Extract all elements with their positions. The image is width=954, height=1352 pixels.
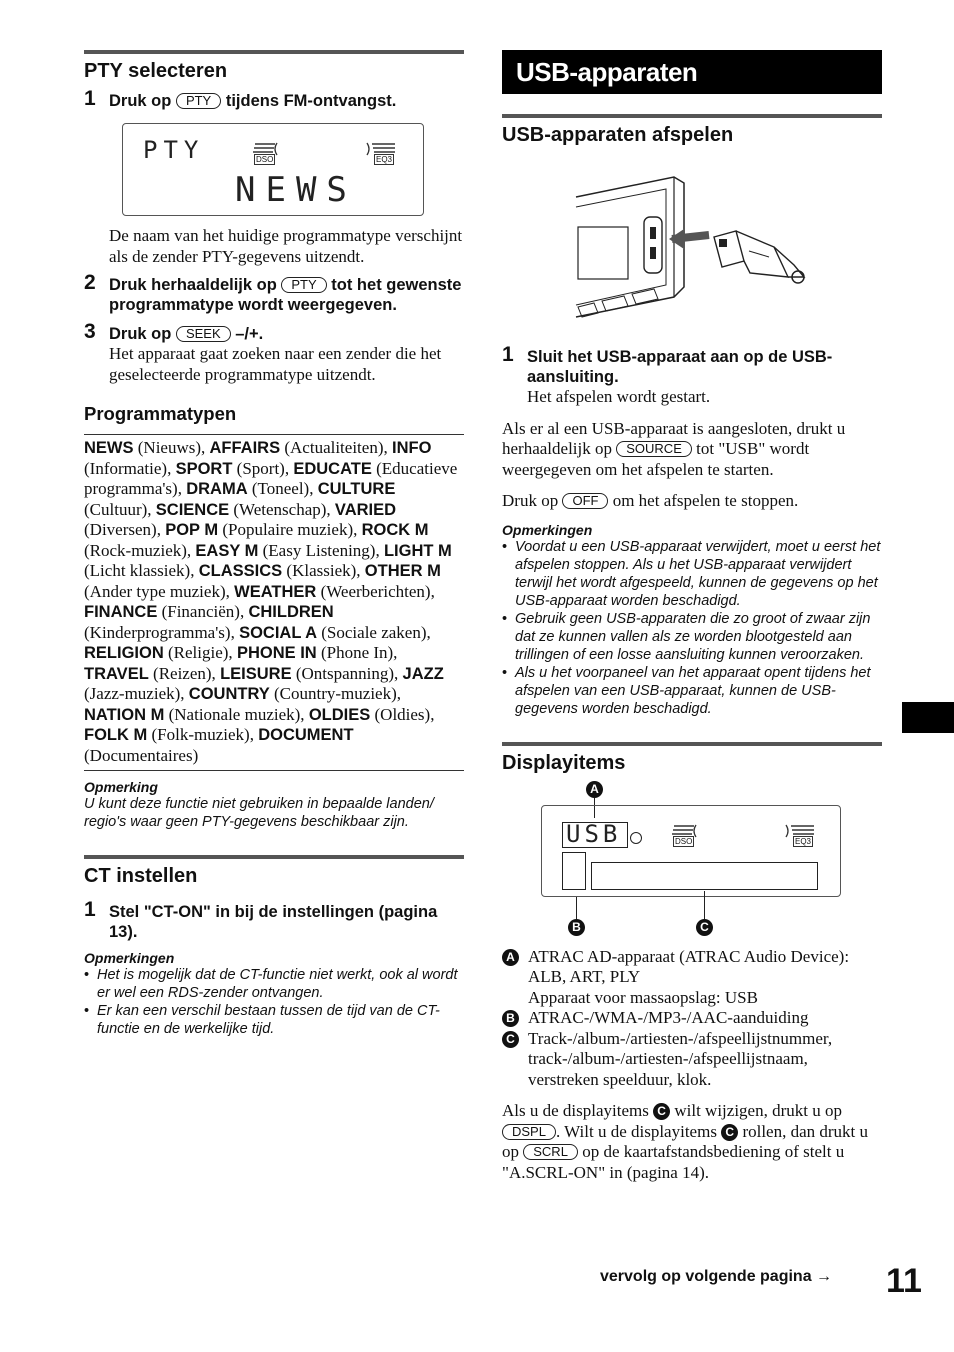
program-type-description: (Licht klassiek), [84,561,195,580]
step-desc: Het afspelen wordt gestart. [527,387,711,406]
program-type-description: (Ander type muziek), [84,581,230,601]
lcd-pty-label: PTY [143,136,205,164]
callout-a: A [586,781,603,798]
program-type-description: (Country-muziek), [274,684,402,703]
ct-title: CT instellen [84,865,198,887]
source-key: SOURCE [616,441,692,457]
pty-lcd-display [122,123,424,216]
ct-notes-list [84,966,464,1038]
program-type-keyword: NATION M [84,705,165,724]
program-type-keyword: COUNTRY [188,685,270,703]
usb-step-1 [502,343,882,408]
callout-line [576,897,577,921]
paragraph-text: tot "USB" wordt weergegeven om het afspelen te starten. [502,439,810,479]
note-item: • Gebruik geen USB-apparaten die zo groot of zwaar zijn dat ze kunnen vallen als ze worden blootgesteld aan trillingen of een losse aansluiting kunnen veroorzaken. [502,610,882,664]
dso-label: DSO [256,155,274,164]
item-text: Track-/album-/artiesten-/afspeellijstnummer, track-/album-/artiesten-/afspeellijstnaam, verstreken speelduur, klok. [528,1028,833,1089]
displayitems-title: Displayitems [502,751,626,774]
program-type-description: (Rock-muziek), [84,540,192,560]
dso-label: DSO [675,836,693,846]
programmatypen-title: Programmatypen [84,403,237,424]
program-type-description: (Wetenschap), [233,499,331,519]
usb-play-title: USB-apparaten afspelen [502,124,734,146]
program-type-keyword: TRAVEL [84,664,149,683]
notes-title: Opmerkingen [84,950,175,966]
step-number: 1 [84,898,96,921]
right-column [502,50,882,1183]
callout-a: A [502,949,519,966]
program-type-keyword: EASY M [195,541,259,560]
paragraph-text: om het afspelen te stoppen. [612,491,799,510]
program-type-description: (Actualiteiten), [284,438,388,457]
usb-paragraph-source [502,419,882,481]
display-items-list [502,947,882,1091]
usb-plug-icon [574,167,814,333]
program-type-keyword: NEWS [84,439,134,457]
lcd-dso-indicator [670,824,700,846]
step-text: –/+. [235,325,264,343]
section-rule [502,742,882,746]
program-type-description: (Kinderprogramma's), [84,622,235,642]
program-type-keyword: FINANCE [84,603,158,621]
display-diagram [502,781,882,941]
step-number: 1 [84,87,96,110]
program-type-description: (Sport), [236,458,290,478]
lcd-dso-indicator [251,142,281,164]
pty-step-1 [84,87,464,111]
program-type-description: (Religie), [168,643,233,662]
note-item: • Het is mogelijk dat de CT-functie niet werkt, ook al wordt er wel een RDS-zender ontvangen. [84,966,464,1002]
paragraph-text: Als er al een USB-apparaat is aangesloten, drukt u herhaaldelijk op [502,418,846,458]
continued-label: vervolg op volgende pagina → [600,1268,833,1285]
program-type-keyword: SPORT [175,459,233,478]
display-item-a [502,947,882,1009]
program-type-keyword: OTHER M [364,562,441,580]
lcd-eq3-indicator [784,824,816,846]
seek-key: SEEK [176,326,231,342]
lcd-text-field [591,862,818,890]
program-type-description: (Toneel), [251,479,314,498]
program-type-description: (Documentaires) [84,745,199,765]
paragraph-text: op de kaartafstandsbediening of stelt u "A.SCRL-ON" in (pagina 14). [502,1142,845,1182]
lcd-usb-field [562,819,628,848]
section-rule [84,770,464,771]
note-item: • Er kan een verschil bestaan tussen de tijd van de CT-functie en de werkelijke tijd. [84,1002,464,1038]
program-type-description: (Cultuur), [84,499,152,519]
paragraph-text: Als u de displayitems [502,1101,649,1120]
pty-step-3-desc: Het apparaat gaat zoeken naar een zender die het geselecteerde programmatype uitzendt. [109,344,442,384]
paragraph-text: . Wilt u de displayitems [555,1121,717,1141]
program-type-keyword: CLASSICS [198,562,283,580]
note-title: Opmerking [84,779,158,795]
eq3-label: EQ3 [795,836,812,846]
program-type-keyword: DRAMA [186,480,248,498]
usb-paragraph-off [502,491,882,512]
program-type-keyword: FOLK M [84,726,148,744]
display-item-c [502,1029,882,1091]
program-type-keyword: RELIGION [84,644,164,662]
program-type-description: (Jazz-muziek), [84,684,185,703]
program-type-keyword: WEATHER [234,582,317,601]
callout-c: C [696,919,713,936]
lcd-codec-field [562,852,586,890]
scrl-key: SCRL [523,1144,578,1160]
program-type-description: (Educatieve programma's), [84,458,458,498]
thumb-index-tab [902,702,954,733]
pty-step-1-desc: De naam van het huidige programmatype verschijnt als de zender PTY-gegevens uitzendt. [109,226,463,266]
usb-lcd-display [541,805,841,897]
eq3-label: EQ3 [376,155,393,164]
display-item-b [502,1008,882,1029]
lcd-news-text: NEWS [235,170,357,210]
program-type-description: (Ontspanning), [295,663,399,683]
item-text: ATRAC AD-apparaat (ATRAC Audio Device): ALB, ART, PLY [528,946,850,986]
pty-key: PTY [281,277,326,293]
note-item: • Voordat u een USB-apparaat verwijdert, moet u eerst het afspelen stoppen. Als u het USB-apparaat verwijdert terwijl het wordt afgespeeld, kunnen de gegevens op het USB-apparaat worden beschadigd. [502,538,882,610]
program-type-description: (Financiën), [161,602,245,621]
step-text: Druk op [109,92,172,110]
paragraph-text: Druk op [502,491,559,510]
off-key: OFF [562,493,608,509]
callout-line [704,891,705,921]
program-type-description: (Informatie), [84,458,172,478]
program-type-description: (Nieuws), [137,438,206,457]
program-type-keyword: LIGHT M [383,541,452,560]
pty-step-2 [84,271,464,315]
section-rule [84,855,464,859]
program-type-description: (Populaire muziek), [222,520,358,539]
step-number: 3 [84,320,96,343]
program-type-keyword: CULTURE [317,480,396,498]
program-type-description: (Easy Listening), [262,540,380,560]
program-type-keyword: VARIED [334,500,397,519]
item-text: ATRAC-/WMA-/MP3-/AAC-aanduiding [528,1008,809,1027]
programmatypen-list [84,438,464,766]
step-number: 2 [84,271,96,294]
program-type-description: (Diversen), [84,520,161,539]
callout-c: C [502,1031,519,1048]
program-type-keyword: DOCUMENT [258,726,354,744]
notes-title: Opmerkingen [502,521,593,538]
step-text: Stel "CT-ON" in bij de instellingen (pagina 13). [109,903,438,941]
usb-connect-illustration [574,167,814,333]
page-number: 11 [886,1262,922,1300]
item-text: Apparaat voor massaopslag: USB [528,987,758,1007]
step-text: Sluit het USB-apparaat aan op de USB-aansluiting. [527,348,833,386]
callout-b: B [568,919,585,936]
note-item: • Als u het voorpaneel van het apparaat opent tijdens het afspelen van een USB-apparaat, kunnen de USB-gegevens worden beschadigd. [502,664,882,718]
section-rule [502,114,882,118]
step-number: 1 [502,343,514,366]
usb-notes-list [502,538,882,718]
program-type-keyword: POP M [165,521,219,539]
program-type-description: (Reizen), [153,663,216,683]
lcd-eq3-indicator [365,142,397,164]
paragraph-text: wilt wijzigen, drukt u op [674,1101,842,1120]
program-type-keyword: AFFAIRS [209,439,281,457]
program-type-description: (Weerberichten), [320,581,435,601]
usb-banner: USB-apparaten [502,50,882,94]
display-paragraph [502,1101,882,1183]
pty-step-3 [84,320,464,385]
program-type-keyword: OLDIES [308,705,371,724]
step-text: Druk op [109,325,172,343]
program-type-keyword: EDUCATE [293,459,372,478]
paragraph-text: rollen, dan drukt u op [502,1121,869,1161]
callout-b: B [502,1010,519,1027]
program-type-keyword: CHILDREN [248,603,334,621]
section-rule [84,434,464,435]
program-type-description: (Folk-muziek), [151,725,254,744]
program-type-description: (Phone In), [320,643,398,662]
pty-key: PTY [176,93,221,109]
program-type-description: (Klassiek), [286,561,361,580]
callout-c: C [653,1103,670,1120]
program-type-keyword: JAZZ [402,664,444,683]
section-rule [84,50,464,54]
dspl-key: DSPL [502,1124,556,1140]
program-type-keyword: SCIENCE [155,500,230,519]
program-type-keyword: SOCIAL A [239,623,318,642]
left-column [84,50,464,1038]
ct-step-1 [84,898,464,942]
program-type-description: (Nationale muziek), [168,704,305,724]
note-text: U kunt deze functie niet gebruiken in bepaalde landen/ regio's waar geen PTY-gegevens beschikbaar zijn. [84,796,434,830]
program-type-description: (Oldies), [374,704,435,724]
program-type-keyword: ROCK M [361,521,429,539]
lcd-usb-text: USB [566,819,622,848]
program-type-description: (Sociale zaken), [321,622,431,642]
disc-icon [630,832,642,844]
callout-c: C [721,1124,738,1141]
program-type-keyword: PHONE IN [236,644,317,662]
step-text: tijdens FM-ontvangst. [225,92,397,110]
program-type-keyword: LEISURE [220,664,292,683]
step-text: Druk herhaaldelijk op [109,276,277,294]
pty-title: PTY selecteren [84,60,228,82]
step-text: tot het gewenste programmatype wordt weergegeven. [109,276,462,314]
program-type-keyword: INFO [391,439,432,457]
